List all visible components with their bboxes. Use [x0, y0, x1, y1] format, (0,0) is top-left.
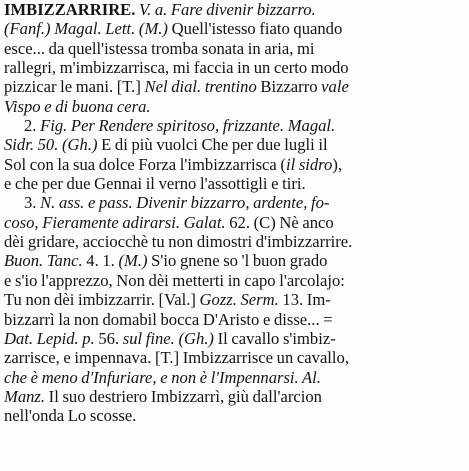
text-line: [4, 0, 463, 19]
text-segment: Bizzarro: [256, 77, 322, 97]
text-line: [4, 77, 463, 96]
text-line: [4, 174, 463, 193]
text-line: [4, 193, 463, 212]
text-line: [4, 135, 463, 154]
italic-text: (Fanf.) Magal. Lett. (M.): [4, 19, 168, 39]
text-segment: E di più vuolci Che per due lugli il: [97, 135, 328, 155]
text-segment: 62. (C) Nè anco: [225, 212, 334, 232]
text-segment: ),: [332, 154, 343, 174]
text-line: [4, 406, 463, 425]
text-segment: Sol con la sua dolce Forza l'imbizzarrisca (: [4, 154, 286, 174]
dictionary-entry-imbizzarrire: [4, 0, 463, 426]
text-line: [4, 39, 463, 58]
italic-text: il sidro: [285, 154, 333, 174]
text-line: [4, 387, 463, 406]
text-segment: e che per due Gennai il verno l'assottigli e tiri.: [4, 174, 306, 194]
italic-text: N. ass. e pass. Divenir bizzarro, ardente, fo-: [40, 193, 330, 213]
italic-text: Gozz. Serm.: [199, 290, 279, 310]
italic-text: sul fine. (Gh.): [122, 328, 214, 348]
text-segment: 3.: [24, 193, 41, 213]
text-segment: dèi gridare, acciocchè tu non dimostri d'imbizzarrire.: [4, 232, 353, 252]
text-segment: pizzicar le mani. [T.]: [4, 77, 145, 97]
text-line: [4, 310, 463, 329]
text-segment: Quell'istesso fiato quando: [167, 19, 343, 39]
headword: IMBIZZARRIRE.: [4, 0, 136, 19]
italic-text: Fig. Per Rendere spiritoso, frizzante. Magal.: [40, 116, 336, 136]
text-line: [4, 213, 463, 232]
italic-text: Vispo e di buona cera.: [4, 96, 151, 116]
text-segment: 2.: [24, 116, 41, 136]
text-segment: e s'io l'apprezzo, Non dèi metterti in capo l'arcolajo:: [4, 270, 345, 290]
text-line: [4, 251, 463, 270]
text-line: [4, 232, 463, 251]
italic-text: che è meno d'Infuriare, e non è l'Impennarsi. Al.: [4, 367, 321, 387]
text-segment: Tu non dèi imbizzarrir. [Val.]: [4, 290, 200, 310]
text-line: [4, 155, 463, 174]
italic-text: Buon. Tanc.: [4, 251, 83, 271]
text-line: [4, 348, 463, 367]
text-segment: bizzarrì la non domabil bocca D'Aristo e disse... =: [4, 309, 333, 329]
text-segment: 13. Im-: [278, 290, 331, 310]
text-line: [4, 368, 463, 387]
text-segment: 4. 1.: [82, 251, 119, 271]
text-line: [4, 329, 463, 348]
text-segment: zarrisce, e impennava. [T.] Imbizzarrisce un cavallo,: [4, 348, 349, 368]
italic-text: (M.): [118, 251, 148, 271]
italic-text: coso, Fieramente adirarsi. Galat.: [4, 212, 226, 232]
text-segment: Il cavallo s'imbiz-: [213, 328, 336, 348]
italic-text: vale: [321, 77, 349, 97]
text-line: [4, 19, 463, 38]
text-line: [4, 290, 463, 309]
italic-text: Dat. Lepid. p.: [4, 328, 95, 348]
text-line: [4, 271, 463, 290]
text-segment: nell'onda Lo scosse.: [4, 406, 137, 426]
text-segment: Il suo destriero Imbizzarrì, giù dall'arcion: [45, 386, 322, 406]
text-segment: esce... da quell'istessa tromba sonata in aria, mi: [4, 38, 315, 58]
italic-text: Nel dial. trentino: [144, 77, 257, 97]
text-line: [4, 58, 463, 77]
italic-text: Sidr. 50. (Gh.): [4, 135, 98, 155]
text-segment: S'io gnene so 'l buon grado: [147, 251, 328, 271]
italic-text: Manz.: [4, 386, 46, 406]
text-segment: rallegri, m'imbizzarrisca, mi faccia in un certo modo: [4, 58, 349, 78]
text-line: [4, 97, 463, 116]
italic-text: V. a. Fare divenir bizzarro.: [135, 0, 316, 19]
text-segment: 56.: [94, 328, 123, 348]
text-line: [4, 116, 463, 135]
